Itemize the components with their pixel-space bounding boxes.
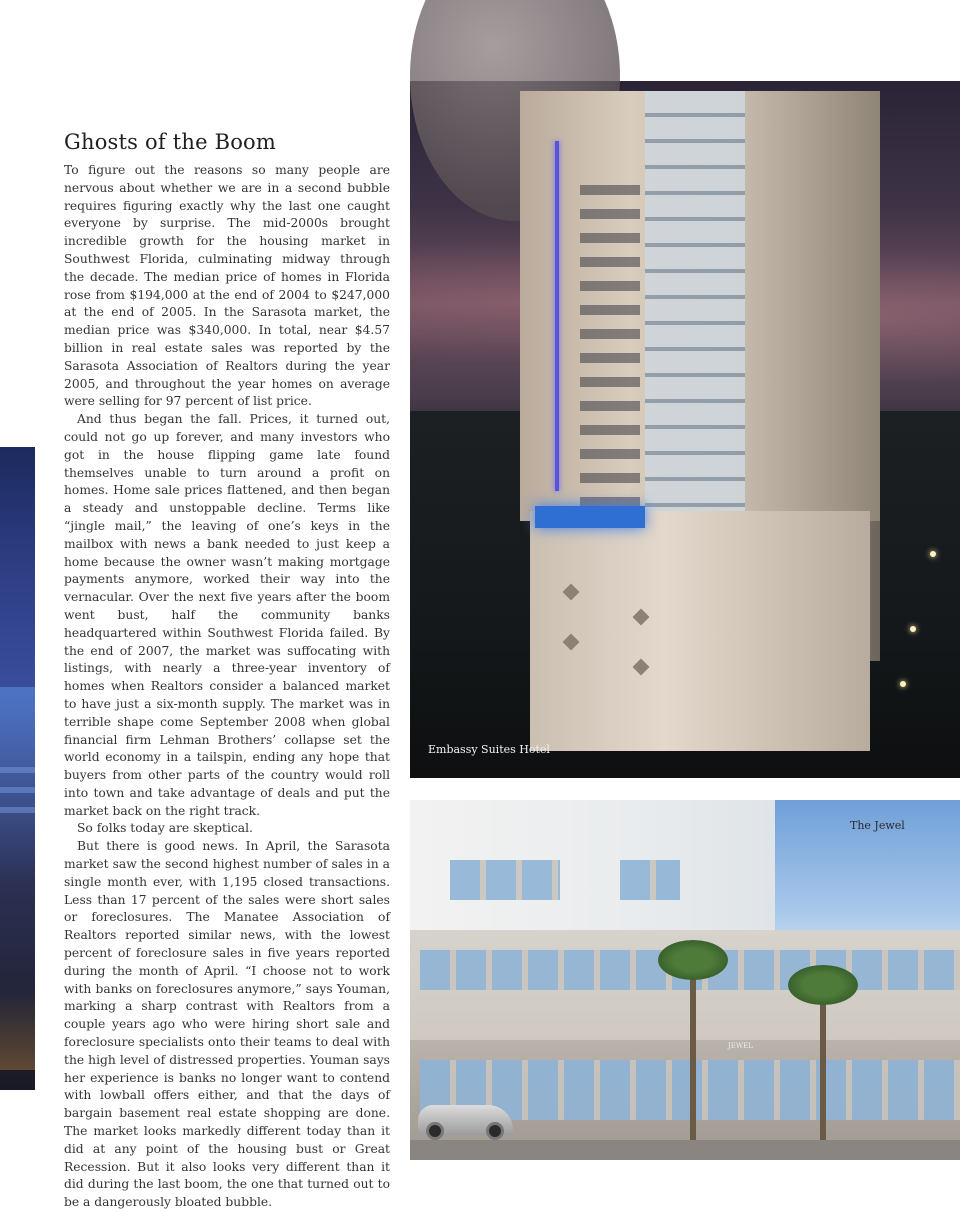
the-jewel-photo: [410, 800, 960, 1160]
left-edge-photo: [0, 447, 35, 1090]
photo-caption: The Jewel: [850, 819, 905, 832]
paragraph: So folks today are skeptical.: [77, 821, 253, 836]
rooftop-pool: [535, 506, 645, 528]
article-headline: Ghosts of the Boom: [64, 130, 277, 154]
blue-light-strip: [555, 141, 559, 491]
paragraph: To figure out the reasons so many people are nervous about whether we are in a second bubble requires figuring exactly why the last one caught everyone by surprise. The mid-2000s brought incredible growth for the housing market in Southwest Florida, culminating midway through the decade. The median price of homes in Florida rose from $194,000 at the end of 2004 to $247,000 at the end of 2005. In the Sarasota market, the median price was $340,000. In total, near $4.57 billion in real estate sales was reported by the Sarasota Association of Realtors during the year 2005, and throughout the year homes on average were selling for 97 percent of list price.: [64, 163, 390, 409]
paragraph: But there is good news. In April, the Sarasota market saw the second highest number of sales in a single month ever, with 1,195 closed transactions. Less than 17 percent of the sales were short sales or foreclosures. The Manatee Association of Realtors reported similar news, with the lowest percent of foreclosure sales in five years reported during the month of April. “I choose not to work with banks on foreclosures anymore,” says Youman, marking a sharp contrast with Realtors from a couple years ago who were hiring short sale and foreclosure specialists onto their teams to deal with the high level of distressed properties. Youman says her experience is banks no longer want to contend with lowball offers either, and that the days of bargain basement real estate shopping are done. The market looks markedly different today than it did at any point of the housing bust or Great Recession. But it also looks very different than it did during the last boom, the one that turned out to be a dangerously bloated bubble.: [64, 839, 390, 1210]
paragraph: And thus began the fall. Prices, it turned out, could not go up forever, and many investors who got in the house flipping game late found themselves unable to turn around a profit on homes. Home sale prices flattened, and then began a steady and unstoppable decline. Terms like “jingle mail,” the leaving of one’s keys in the mailbox with news a bank needed to just keep a home because the owner wasn’t making mortgage payments anymore, worked their way into the vernacular. Over the next five years after the boom went bust, half the community banks headquartered within Southwest Florida failed. By the end of 2007, the market was suffocating with listings, with nearly a three-year inventory of homes when Realtors consider a balanced market to have just a six-month supply. The market was in terrible shape come September 2008 when global financial firm Lehman Brothers’ collapse set the world economy in a tailspin, ending any hope that buyers from other parts of the country would roll into town and take advantage of deals and put the market back on the right track.: [64, 412, 390, 818]
building-signage: JEWEL: [728, 1042, 753, 1050]
photo-caption: Embassy Suites Hotel: [428, 743, 550, 756]
embassy-suites-photo: [410, 81, 960, 778]
article: [64, 130, 390, 1212]
article-body: [64, 162, 390, 1212]
hotel-podium: [530, 511, 870, 751]
